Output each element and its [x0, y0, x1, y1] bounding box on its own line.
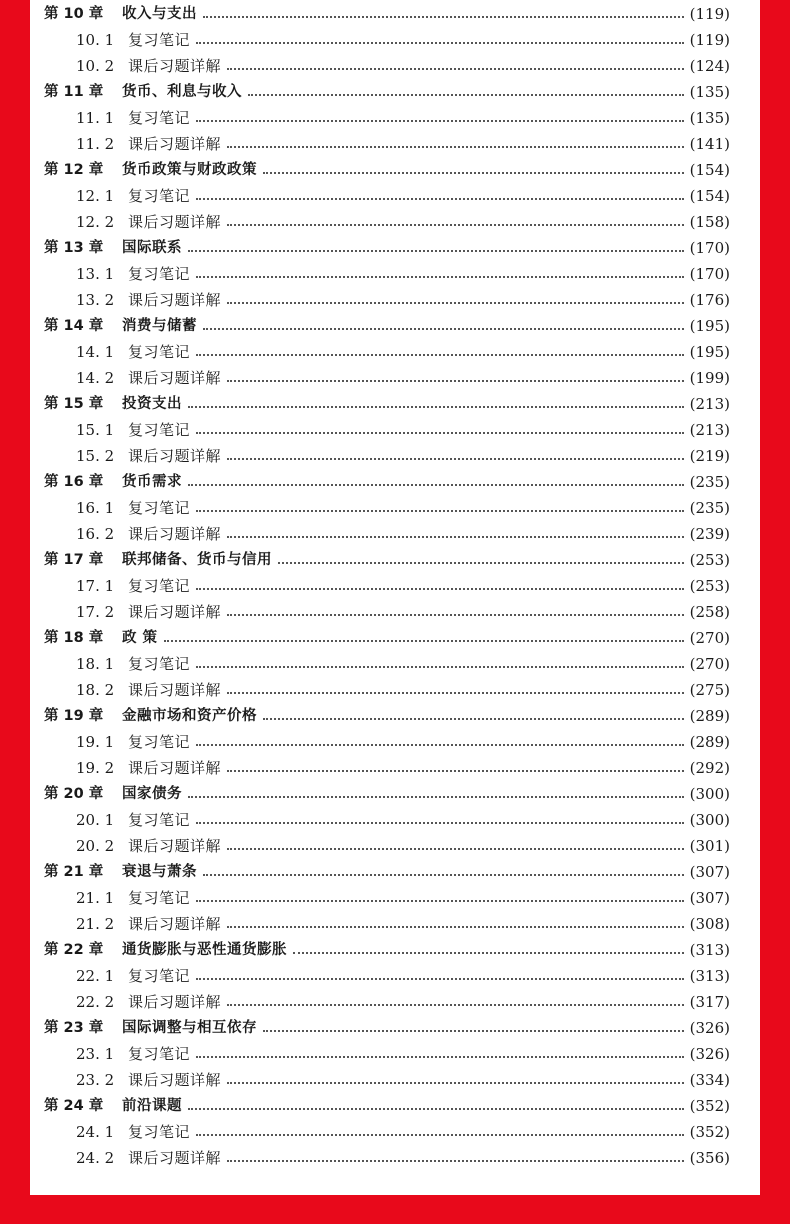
- chapter-number: 第 24 章: [44, 1098, 104, 1114]
- section-title: 复习笔记: [128, 499, 191, 517]
- toc-chapter-row: [30, 235, 760, 261]
- toc-chapter-row: [30, 703, 760, 729]
- chapter-title: 联邦储备、货币与信用: [122, 552, 272, 568]
- dot-leader: [227, 223, 684, 226]
- page-number: (135): [689, 109, 730, 127]
- dot-leader: [196, 821, 684, 824]
- section-number: 21. 1: [76, 889, 115, 907]
- toc-section-row: [30, 365, 760, 391]
- dot-leader: [227, 457, 684, 460]
- section-number: 15. 1: [76, 421, 115, 439]
- dot-leader: [196, 41, 684, 44]
- dot-leader: [196, 197, 684, 200]
- page-number: (292): [689, 759, 730, 777]
- dot-leader: [196, 431, 684, 434]
- section-title: 复习笔记: [128, 1045, 191, 1063]
- section-number: 22. 2: [76, 993, 115, 1011]
- chapter-title: 国际联系: [122, 240, 182, 256]
- chapter-title: 货币政策与财政政策: [122, 162, 257, 178]
- toc-section-row: [30, 885, 760, 911]
- dot-leader: [203, 873, 684, 876]
- section-title: 课后习题详解: [128, 213, 222, 231]
- page-number: (176): [689, 291, 730, 309]
- toc-section-row: [30, 807, 760, 833]
- toc-section-row: [30, 1067, 760, 1093]
- toc-section-row: [30, 1145, 760, 1171]
- chapter-number: 第 22 章: [44, 942, 104, 958]
- toc-section-row: [30, 963, 760, 989]
- section-number: 14. 2: [76, 369, 115, 387]
- chapter-title: 政 策: [122, 630, 158, 646]
- chapter-number: 第 18 章: [44, 630, 104, 646]
- dot-leader: [263, 717, 684, 720]
- page-number: (317): [689, 993, 730, 1011]
- section-title: 复习笔记: [128, 421, 191, 439]
- page-number: (213): [689, 421, 730, 439]
- toc-chapter-row: [30, 1, 760, 27]
- page-number: (253): [689, 551, 730, 569]
- chapter-number: 第 15 章: [44, 396, 104, 412]
- dot-leader: [227, 145, 684, 148]
- dot-leader: [196, 899, 684, 902]
- toc-section-row: [30, 677, 760, 703]
- page-number: (258): [689, 603, 730, 621]
- section-number: 21. 2: [76, 915, 115, 933]
- page-number: (135): [689, 83, 730, 101]
- chapter-title: 消费与储蓄: [122, 318, 197, 334]
- chapter-title: 衰退与萧条: [122, 864, 197, 880]
- section-number: 20. 1: [76, 811, 115, 829]
- toc-chapter-row: [30, 859, 760, 885]
- section-title: 复习笔记: [128, 109, 191, 127]
- section-title: 课后习题详解: [128, 291, 222, 309]
- toc-section-row: [30, 495, 760, 521]
- section-title: 课后习题详解: [128, 837, 222, 855]
- page-number: (219): [689, 447, 730, 465]
- section-title: 课后习题详解: [128, 759, 222, 777]
- toc-section-row: [30, 443, 760, 469]
- section-title: 复习笔记: [128, 577, 191, 595]
- toc-section-row: [30, 1041, 760, 1067]
- section-number: 23. 1: [76, 1045, 115, 1063]
- chapter-number: 第 10 章: [44, 6, 104, 22]
- page-number: (308): [689, 915, 730, 933]
- page-number: (119): [689, 5, 730, 23]
- toc-chapter-row: [30, 781, 760, 807]
- toc-section-row: [30, 833, 760, 859]
- page-number: (235): [689, 473, 730, 491]
- dot-leader: [196, 119, 684, 122]
- page-number: (199): [689, 369, 730, 387]
- section-title: 课后习题详解: [128, 1149, 222, 1167]
- toc-section-row: [30, 989, 760, 1015]
- toc-chapter-row: [30, 547, 760, 573]
- page-number: (170): [689, 239, 730, 257]
- section-title: 复习笔记: [128, 733, 191, 751]
- section-number: 11. 1: [76, 109, 115, 127]
- section-number: 13. 2: [76, 291, 115, 309]
- toc-section-row: [30, 27, 760, 53]
- page-number: (307): [689, 863, 730, 881]
- section-title: 课后习题详解: [128, 447, 222, 465]
- dot-leader: [227, 1081, 684, 1084]
- dot-leader: [188, 483, 684, 486]
- section-title: 课后习题详解: [128, 681, 222, 699]
- section-title: 复习笔记: [128, 967, 191, 985]
- chapter-number: 第 16 章: [44, 474, 104, 490]
- page-number: (141): [689, 135, 730, 153]
- dot-leader: [164, 639, 684, 642]
- section-title: 复习笔记: [128, 811, 191, 829]
- page-number: (326): [689, 1019, 730, 1037]
- dot-leader: [196, 1055, 684, 1058]
- page-number: (356): [689, 1149, 730, 1167]
- toc-section-row: [30, 261, 760, 287]
- toc-chapter-row: [30, 937, 760, 963]
- dot-leader: [196, 1133, 684, 1136]
- toc-section-row: [30, 911, 760, 937]
- toc-section-row: [30, 105, 760, 131]
- page-number: (326): [689, 1045, 730, 1063]
- dot-leader: [293, 951, 684, 954]
- toc-section-row: [30, 521, 760, 547]
- chapter-title: 国际调整与相互依存: [122, 1020, 257, 1036]
- chapter-number: 第 11 章: [44, 84, 104, 100]
- chapter-title: 货币、利息与收入: [122, 84, 242, 100]
- section-title: 复习笔记: [128, 655, 191, 673]
- page-number: (352): [689, 1097, 730, 1115]
- dot-leader: [188, 795, 684, 798]
- dot-leader: [227, 847, 684, 850]
- dot-leader: [227, 1003, 684, 1006]
- toc-section-row: [30, 573, 760, 599]
- section-number: 24. 2: [76, 1149, 115, 1167]
- chapter-title: 国家债务: [122, 786, 182, 802]
- toc-section-row: [30, 183, 760, 209]
- toc-section-row: [30, 755, 760, 781]
- chapter-number: 第 20 章: [44, 786, 104, 802]
- section-number: 17. 1: [76, 577, 115, 595]
- page-number: (253): [689, 577, 730, 595]
- section-title: 课后习题详解: [128, 603, 222, 621]
- dot-leader: [227, 1159, 684, 1162]
- dot-leader: [248, 93, 684, 96]
- chapter-number: 第 14 章: [44, 318, 104, 334]
- page-number: (195): [689, 343, 730, 361]
- chapter-title: 金融市场和资产价格: [122, 708, 257, 724]
- chapter-title: 前沿课题: [122, 1098, 182, 1114]
- dot-leader: [227, 925, 684, 928]
- chapter-title: 货币需求: [122, 474, 182, 490]
- chapter-number: 第 21 章: [44, 864, 104, 880]
- section-title: 课后习题详解: [128, 57, 222, 75]
- chapter-number: 第 12 章: [44, 162, 104, 178]
- chapter-number: 第 19 章: [44, 708, 104, 724]
- toc-chapter-row: [30, 1093, 760, 1119]
- dot-leader: [227, 379, 684, 382]
- chapter-title: 通货膨胀与恶性通货膨胀: [122, 942, 287, 958]
- toc-chapter-row: [30, 1015, 760, 1041]
- section-number: 12. 1: [76, 187, 115, 205]
- toc-chapter-row: [30, 79, 760, 105]
- section-number: 14. 1: [76, 343, 115, 361]
- section-title: 课后习题详解: [128, 993, 222, 1011]
- page-number: (352): [689, 1123, 730, 1141]
- toc-section-row: [30, 1119, 760, 1145]
- dot-leader: [227, 769, 684, 772]
- section-number: 16. 2: [76, 525, 115, 543]
- toc-chapter-row: [30, 391, 760, 417]
- section-number: 19. 1: [76, 733, 115, 751]
- dot-leader: [196, 509, 684, 512]
- dot-leader: [203, 15, 684, 18]
- chapter-number: 第 17 章: [44, 552, 104, 568]
- section-number: 18. 2: [76, 681, 115, 699]
- dot-leader: [196, 587, 684, 590]
- page-number: (195): [689, 317, 730, 335]
- page-number: (313): [689, 941, 730, 959]
- dot-leader: [227, 691, 684, 694]
- section-title: 课后习题详解: [128, 135, 222, 153]
- page-number: (239): [689, 525, 730, 543]
- section-title: 复习笔记: [128, 187, 191, 205]
- section-title: 课后习题详解: [128, 525, 222, 543]
- dot-leader: [196, 977, 684, 980]
- page-number: (313): [689, 967, 730, 985]
- dot-leader: [203, 327, 684, 330]
- chapter-number: 第 13 章: [44, 240, 104, 256]
- dot-leader: [227, 301, 684, 304]
- section-number: 20. 2: [76, 837, 115, 855]
- section-title: 复习笔记: [128, 31, 191, 49]
- toc-section-row: [30, 209, 760, 235]
- section-number: 23. 2: [76, 1071, 115, 1089]
- dot-leader: [263, 171, 684, 174]
- toc-page: [30, 0, 760, 1195]
- page-number: (170): [689, 265, 730, 283]
- page-number: (154): [689, 187, 730, 205]
- section-number: 24. 1: [76, 1123, 115, 1141]
- toc-chapter-row: [30, 625, 760, 651]
- section-number: 17. 2: [76, 603, 115, 621]
- page-number: (275): [689, 681, 730, 699]
- section-title: 复习笔记: [128, 265, 191, 283]
- toc-section-row: [30, 53, 760, 79]
- section-title: 课后习题详解: [128, 915, 222, 933]
- page-number: (124): [689, 57, 730, 75]
- chapter-title: 收入与支出: [122, 6, 197, 22]
- page-number: (289): [689, 733, 730, 751]
- page-number: (158): [689, 213, 730, 231]
- section-title: 复习笔记: [128, 889, 191, 907]
- section-title: 课后习题详解: [128, 369, 222, 387]
- dot-leader: [196, 275, 684, 278]
- section-title: 课后习题详解: [128, 1071, 222, 1089]
- toc-chapter-row: [30, 469, 760, 495]
- toc-section-row: [30, 287, 760, 313]
- page-number: (154): [689, 161, 730, 179]
- dot-leader: [227, 613, 684, 616]
- section-number: 11. 2: [76, 135, 115, 153]
- section-title: 复习笔记: [128, 343, 191, 361]
- chapter-number: 第 23 章: [44, 1020, 104, 1036]
- section-number: 16. 1: [76, 499, 115, 517]
- dot-leader: [227, 67, 684, 70]
- dot-leader: [196, 743, 684, 746]
- page-number: (213): [689, 395, 730, 413]
- toc-section-row: [30, 729, 760, 755]
- dot-leader: [188, 405, 684, 408]
- toc-chapter-row: [30, 313, 760, 339]
- section-number: 19. 2: [76, 759, 115, 777]
- toc-section-row: [30, 599, 760, 625]
- page-number: (235): [689, 499, 730, 517]
- page-number: (270): [689, 629, 730, 647]
- section-number: 15. 2: [76, 447, 115, 465]
- toc-section-row: [30, 339, 760, 365]
- toc-chapter-row: [30, 157, 760, 183]
- section-number: 13. 1: [76, 265, 115, 283]
- dot-leader: [278, 561, 684, 564]
- toc-section-row: [30, 651, 760, 677]
- dot-leader: [196, 353, 684, 356]
- section-title: 复习笔记: [128, 1123, 191, 1141]
- page-number: (119): [689, 31, 730, 49]
- section-number: 18. 1: [76, 655, 115, 673]
- chapter-title: 投资支出: [122, 396, 182, 412]
- dot-leader: [263, 1029, 684, 1032]
- dot-leader: [188, 249, 684, 252]
- page-number: (334): [689, 1071, 730, 1089]
- dot-leader: [227, 535, 684, 538]
- page-number: (300): [689, 785, 730, 803]
- page-number: (307): [689, 889, 730, 907]
- section-number: 10. 2: [76, 57, 115, 75]
- page-number: (301): [689, 837, 730, 855]
- toc-section-row: [30, 417, 760, 443]
- page-number: (270): [689, 655, 730, 673]
- page-number: (289): [689, 707, 730, 725]
- section-number: 12. 2: [76, 213, 115, 231]
- page-number: (300): [689, 811, 730, 829]
- section-number: 22. 1: [76, 967, 115, 985]
- dot-leader: [196, 665, 684, 668]
- section-number: 10. 1: [76, 31, 115, 49]
- dot-leader: [188, 1107, 684, 1110]
- toc-section-row: [30, 131, 760, 157]
